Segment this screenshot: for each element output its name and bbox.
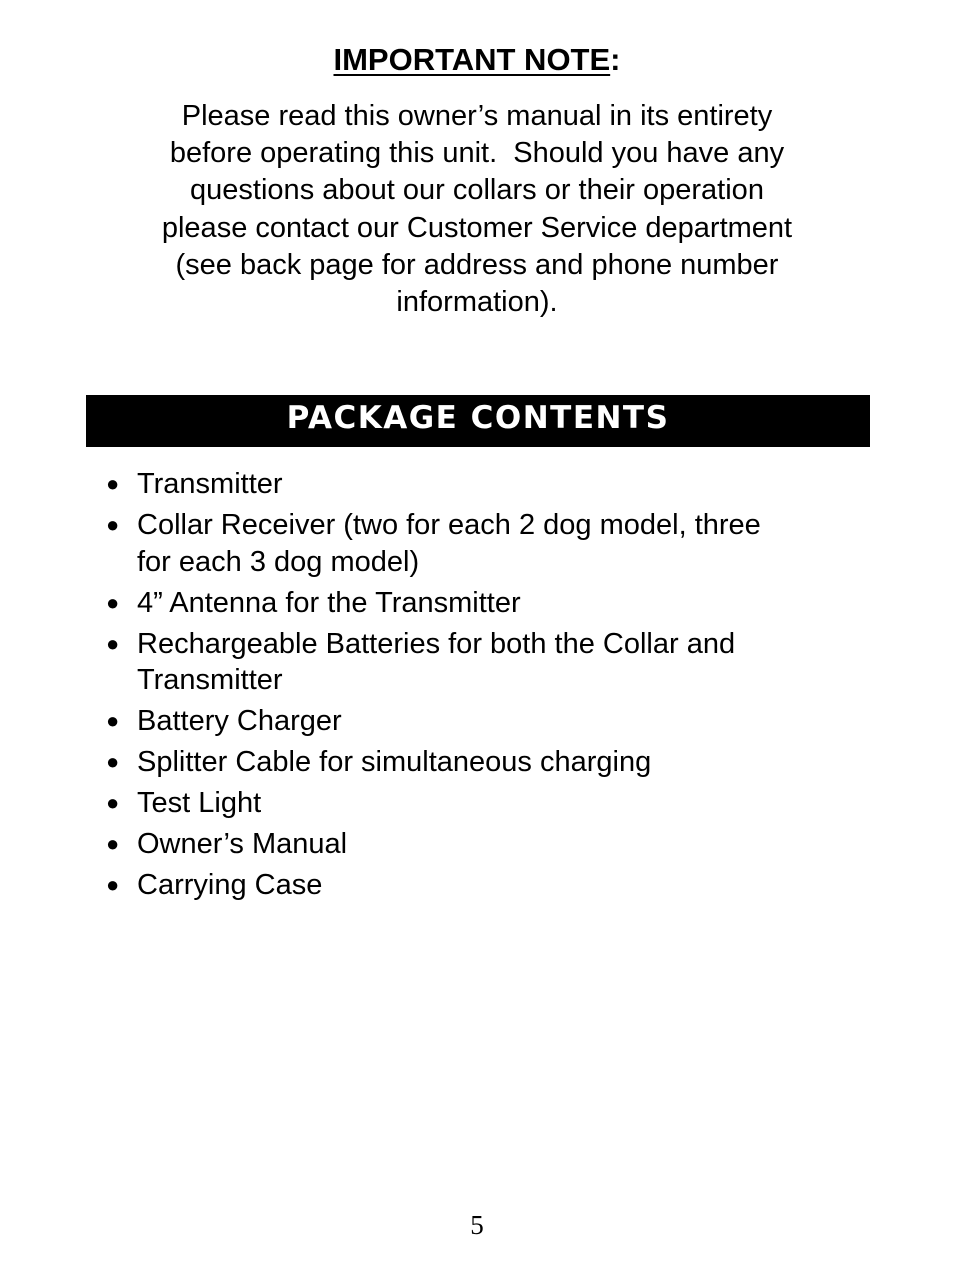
- note-line: information).: [396, 286, 558, 319]
- note-line: please contact our Customer Service department: [161, 211, 793, 244]
- list-item-text: 4” Antenna for the Transmitter: [137, 586, 521, 619]
- bullet-dot-icon: ●: [106, 790, 120, 815]
- important-note-title-text: IMPORTANT NOTE: [333, 42, 611, 77]
- list-item-text: Rechargeable Batteries for both the Collar and: [137, 627, 736, 660]
- bullet-dot-icon: ●: [106, 512, 120, 537]
- list-item-text: Collar Receiver (two for each 2 dog model, three: [137, 509, 761, 541]
- bullet-dot-icon: ●: [106, 589, 120, 615]
- list-item: [104, 785, 864, 822]
- list-item: [104, 826, 864, 863]
- list-item: [104, 744, 864, 781]
- package-contents-list: [104, 466, 864, 908]
- important-note-body: [100, 98, 854, 321]
- list-item-text: Test Light: [137, 787, 262, 819]
- page-number: 5: [470, 1210, 484, 1240]
- bullet-dot-icon: ●: [106, 630, 120, 656]
- note-line: before operating this unit. Should you have any: [169, 137, 785, 170]
- bullet-dot-icon: ●: [106, 471, 120, 496]
- note-line: Please read this owner’s manual in its entirety: [181, 100, 773, 132]
- list-item: [104, 507, 864, 580]
- bullet-dot-icon: ●: [106, 749, 120, 774]
- list-item-text: Transmitter: [137, 468, 283, 500]
- list-item: [104, 703, 864, 740]
- list-item-text: Owner’s Manual: [137, 828, 348, 860]
- list-item: [104, 466, 864, 503]
- list-item-text: Carrying Case: [137, 869, 323, 901]
- important-note-title: [0, 40, 954, 80]
- list-item-text: Battery Charger: [137, 705, 342, 737]
- list-item: [104, 585, 864, 622]
- important-note-colon: :: [610, 42, 621, 77]
- list-item-text: Transmitter: [137, 664, 283, 696]
- bullet-dot-icon: ●: [106, 872, 120, 897]
- bullet-dot-icon: ●: [106, 831, 120, 856]
- note-line: questions about our collars or their operation: [190, 174, 764, 207]
- package-contents-heading: PACKAGE CONTENTS: [86, 395, 870, 447]
- note-line: (see back page for address and phone number: [175, 248, 779, 281]
- list-item-text: for each 3 dog model): [137, 545, 420, 578]
- bullet-dot-icon: ●: [106, 708, 120, 733]
- list-item: [104, 626, 864, 699]
- list-item: [104, 867, 864, 904]
- list-item-text: Splitter Cable for simultaneous charging: [137, 746, 652, 778]
